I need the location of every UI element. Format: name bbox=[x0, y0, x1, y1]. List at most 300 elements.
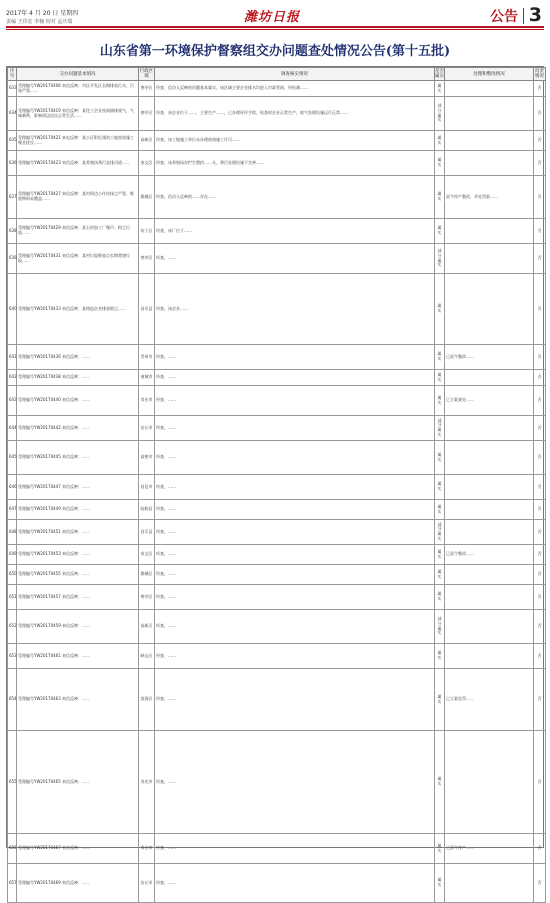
row-finding-cell bbox=[155, 219, 435, 244]
row-district-cell bbox=[139, 244, 155, 274]
row-finding: 经查，信访人反映的……存在…… bbox=[156, 193, 216, 199]
table-row bbox=[8, 644, 546, 669]
row-finding-cell bbox=[155, 669, 435, 731]
row-verified: 属实 bbox=[437, 591, 442, 601]
row-number: 650 bbox=[9, 571, 17, 577]
row-handling-cell bbox=[445, 386, 534, 416]
row-problem-cell bbox=[17, 219, 139, 244]
row-number: 642 bbox=[9, 374, 17, 380]
row-district: 潍城区 bbox=[140, 571, 153, 577]
row-district: 高新区 bbox=[140, 137, 153, 143]
col-header-district: 行政区域 bbox=[139, 69, 154, 79]
row-verified: 属实 bbox=[437, 568, 442, 579]
row-number-cell bbox=[8, 416, 17, 441]
row-district: 坊子区 bbox=[140, 227, 153, 233]
row-handling-cell bbox=[445, 244, 534, 274]
row-finding-cell bbox=[155, 545, 435, 565]
table-row bbox=[8, 131, 546, 151]
table-row bbox=[8, 97, 546, 131]
row-district-cell bbox=[139, 610, 155, 644]
row-number: 638 bbox=[9, 227, 17, 233]
col-header-accountability: 问责情况 bbox=[535, 69, 544, 79]
row-handling-cell bbox=[445, 345, 534, 370]
row-accountability: 否 bbox=[537, 353, 542, 359]
row-accountability: 否 bbox=[537, 551, 542, 557]
row-verified-cell bbox=[435, 864, 445, 903]
row-problem: 受理编号YW20170459 来信反映：…… bbox=[18, 623, 91, 629]
table-row bbox=[8, 370, 546, 386]
row-problem: 受理编号YW20170467 来信反映：…… bbox=[18, 845, 91, 851]
row-finding-cell bbox=[155, 151, 435, 176]
row-district-cell bbox=[139, 81, 155, 97]
row-problem-cell bbox=[17, 441, 139, 475]
row-finding: 经查，…… bbox=[156, 397, 176, 403]
row-verified-cell bbox=[435, 565, 445, 585]
row-finding: 经查，…… bbox=[156, 483, 176, 489]
row-verified: 部分属实 bbox=[437, 103, 442, 123]
table-row bbox=[8, 731, 546, 834]
row-problem: 受理编号YW20170436 来信反映：…… bbox=[18, 353, 91, 359]
row-verified: 属实 bbox=[437, 481, 442, 491]
row-number-cell bbox=[8, 386, 17, 416]
row-verified: 属实 bbox=[437, 842, 442, 853]
table-row bbox=[8, 610, 546, 644]
row-district: 峡山区 bbox=[140, 652, 153, 658]
row-accountability-cell bbox=[534, 864, 546, 903]
editors-line: 责编 王伟宏 李楠 校对 孟庆瑞 bbox=[6, 19, 73, 25]
row-district: 寒亭区 bbox=[140, 593, 153, 599]
row-number-cell bbox=[8, 545, 17, 565]
row-accountability: 否 bbox=[537, 227, 542, 233]
row-verified-cell bbox=[435, 834, 445, 864]
row-finding: 经查，该工地施工单位未办理夜间施工许可…… bbox=[156, 137, 240, 143]
row-verified-cell bbox=[435, 97, 445, 131]
row-accountability-cell bbox=[534, 565, 546, 585]
row-number-cell bbox=[8, 131, 17, 151]
row-verified-cell bbox=[435, 731, 445, 834]
row-finding-cell bbox=[155, 731, 435, 834]
row-verified: 属实 bbox=[437, 303, 442, 313]
row-number: 640 bbox=[9, 305, 17, 311]
row-number: 653 bbox=[9, 652, 17, 658]
row-district: 滨海区 bbox=[140, 696, 153, 702]
row-handling-cell bbox=[445, 864, 534, 903]
row-verified: 属实 bbox=[437, 225, 442, 235]
row-finding-cell bbox=[155, 610, 435, 644]
row-district-cell bbox=[139, 131, 155, 151]
row-accountability-cell bbox=[534, 610, 546, 644]
row-district-cell bbox=[139, 669, 155, 731]
row-accountability-cell bbox=[534, 131, 546, 151]
row-problem-cell bbox=[17, 644, 139, 669]
row-verified-cell bbox=[435, 345, 445, 370]
row-district-cell bbox=[139, 520, 155, 545]
row-number: 649 bbox=[9, 551, 17, 557]
row-verified: 部分属实 bbox=[437, 417, 442, 437]
row-finding: 经查，…… bbox=[156, 623, 176, 629]
row-number: 634 bbox=[9, 110, 17, 116]
row-finding: 经查，该养殖场存栏生猪约……头，粪污处理设施不完善…… bbox=[156, 159, 264, 165]
row-problem: 受理编号YW20170419 来信反映：某化工企业夜间偷排废气，气味刺鼻，影响周边居民正常生活…… bbox=[18, 107, 135, 118]
row-problem-cell bbox=[17, 386, 139, 416]
row-number-cell bbox=[8, 274, 17, 345]
row-district-cell bbox=[139, 370, 155, 386]
col-header-handling: 处理和整改情况 bbox=[445, 68, 534, 81]
row-district-cell bbox=[139, 545, 155, 565]
row-district: 昌乐县 bbox=[140, 305, 153, 311]
row-accountability: 否 bbox=[537, 652, 542, 658]
masthead-divider bbox=[523, 8, 524, 24]
row-number: 655 bbox=[9, 778, 17, 784]
row-district: 安丘市 bbox=[140, 879, 153, 885]
row-problem: 受理编号YW20170451 来信反映：…… bbox=[18, 528, 91, 534]
row-accountability-cell bbox=[534, 545, 546, 565]
row-accountability: 否 bbox=[537, 483, 542, 489]
row-problem: 受理编号YW20170453 来信反映：…… bbox=[18, 551, 91, 557]
row-handling-cell bbox=[445, 834, 534, 864]
row-handling-cell bbox=[445, 151, 534, 176]
row-district: 安丘市 bbox=[140, 424, 153, 430]
row-district-cell bbox=[139, 500, 155, 520]
row-number-cell bbox=[8, 585, 17, 610]
row-handling: 已立案查处…… bbox=[446, 397, 474, 403]
row-finding: 经查，该企业…… bbox=[156, 305, 188, 311]
row-district-cell bbox=[139, 345, 155, 370]
table-row bbox=[8, 416, 546, 441]
row-district: 寿光市 bbox=[140, 778, 153, 784]
row-handling-cell bbox=[445, 520, 534, 545]
masthead bbox=[6, 6, 544, 38]
row-problem-cell bbox=[17, 565, 139, 585]
row-accountability: 否 bbox=[537, 255, 542, 261]
row-accountability-cell bbox=[534, 274, 546, 345]
table-row bbox=[8, 386, 546, 416]
row-number-cell bbox=[8, 441, 17, 475]
row-problem: 受理编号YW20170449 来信反映：…… bbox=[18, 506, 91, 512]
row-district: 诸城市 bbox=[140, 374, 153, 380]
row-finding-cell bbox=[155, 864, 435, 903]
col-header-finding: 调查核实情况 bbox=[155, 68, 435, 81]
row-number-cell bbox=[8, 520, 17, 545]
row-verified: 属实 bbox=[437, 157, 442, 167]
cases-table bbox=[7, 67, 546, 903]
row-finding: 经查，…… bbox=[156, 353, 176, 359]
row-accountability-cell bbox=[534, 81, 546, 97]
row-district: 高新区 bbox=[140, 623, 153, 629]
row-number-cell bbox=[8, 219, 17, 244]
row-finding-cell bbox=[155, 81, 435, 97]
row-handling: 责令停产整改，并处罚款…… bbox=[446, 193, 498, 199]
row-number: 639 bbox=[9, 255, 17, 261]
col-header-verified: 是否属实 bbox=[435, 69, 444, 79]
row-district-cell bbox=[139, 644, 155, 669]
row-accountability-cell bbox=[534, 585, 546, 610]
row-problem: 受理编号YW20170455 来信反映：…… bbox=[18, 571, 91, 577]
page-number: 3 bbox=[528, 4, 542, 26]
row-accountability-cell bbox=[534, 386, 546, 416]
row-finding: 经查，该企业位于……，主要生产……，已办理环评手续。检查时企业正常生产，废气处理设施运行正常…… bbox=[156, 110, 348, 116]
row-verified: 属实 bbox=[437, 776, 442, 786]
table-row bbox=[8, 81, 546, 97]
row-accountability-cell bbox=[534, 244, 546, 274]
row-problem-cell bbox=[17, 545, 139, 565]
row-problem: 受理编号YW20170429 来信反映：某石材加工厂噪声、粉尘污染…… bbox=[18, 225, 131, 235]
row-finding-cell bbox=[155, 244, 435, 274]
table-row bbox=[8, 244, 546, 274]
row-handling-cell bbox=[445, 669, 534, 731]
row-finding: 经查，…… bbox=[156, 571, 176, 577]
row-finding-cell bbox=[155, 370, 435, 386]
row-number-cell bbox=[8, 644, 17, 669]
row-accountability: 否 bbox=[537, 778, 542, 784]
table-row bbox=[8, 834, 546, 864]
row-finding-cell bbox=[155, 131, 435, 151]
row-problem: 受理编号YW20170433 来信反映：某铸造企业排放烟尘…… bbox=[18, 305, 127, 311]
cases-table-container bbox=[6, 66, 544, 887]
row-number: 646 bbox=[9, 483, 17, 489]
row-problem: 受理编号YW20170440 来信反映：…… bbox=[18, 397, 91, 403]
row-problem: 受理编号YW20170423 来信反映：某养殖场粪污直排河道…… bbox=[18, 159, 131, 165]
row-number: 644 bbox=[9, 424, 17, 430]
row-number: 633 bbox=[9, 85, 17, 91]
row-handling-cell bbox=[445, 370, 534, 386]
row-number: 654 bbox=[9, 696, 17, 702]
issue-date: 2017年 4 月 20 日 星期四 bbox=[6, 10, 79, 17]
row-problem: 受理编号YW20170463 来信反映：…… bbox=[18, 696, 91, 702]
row-accountability-cell bbox=[534, 834, 546, 864]
row-verified-cell bbox=[435, 244, 445, 274]
row-finding: 经查，…… bbox=[156, 593, 176, 599]
row-accountability-cell bbox=[534, 520, 546, 545]
row-district-cell bbox=[139, 834, 155, 864]
row-accountability: 否 bbox=[537, 454, 542, 460]
row-verified-cell bbox=[435, 475, 445, 500]
row-finding: 经查，…… bbox=[156, 506, 176, 512]
row-district-cell bbox=[139, 386, 155, 416]
row-verified-cell bbox=[435, 219, 445, 244]
row-finding: 经查，该厂位于…… bbox=[156, 227, 192, 233]
row-accountability: 否 bbox=[537, 193, 542, 199]
row-problem-cell bbox=[17, 864, 139, 903]
table-row bbox=[8, 475, 546, 500]
table-header-row bbox=[8, 68, 546, 81]
row-problem-cell bbox=[17, 585, 139, 610]
row-accountability: 否 bbox=[537, 110, 542, 116]
section-name: 公告 bbox=[490, 9, 518, 25]
row-problem-cell bbox=[17, 731, 139, 834]
row-number-cell bbox=[8, 151, 17, 176]
row-verified: 属实 bbox=[437, 693, 442, 704]
table-row bbox=[8, 864, 546, 903]
row-handling: 已责令整改…… bbox=[446, 551, 474, 557]
row-accountability-cell bbox=[534, 151, 546, 176]
row-problem-cell bbox=[17, 176, 139, 219]
row-number-cell bbox=[8, 731, 17, 834]
row-verified-cell bbox=[435, 81, 445, 97]
row-handling-cell bbox=[445, 274, 534, 345]
row-accountability: 否 bbox=[537, 696, 542, 702]
row-handling-cell bbox=[445, 545, 534, 565]
row-finding: 经查，…… bbox=[156, 845, 176, 851]
row-number: 651 bbox=[9, 593, 17, 599]
col-header-no: 序号 bbox=[8, 68, 17, 81]
row-district-cell bbox=[139, 416, 155, 441]
row-accountability-cell bbox=[534, 669, 546, 731]
row-problem: 受理编号YW20170465 来信反映：…… bbox=[18, 778, 91, 784]
row-finding: 经查，…… bbox=[156, 454, 176, 460]
row-verified-cell bbox=[435, 585, 445, 610]
row-verified-cell bbox=[435, 386, 445, 416]
row-number-cell bbox=[8, 565, 17, 585]
row-accountability-cell bbox=[534, 731, 546, 834]
row-verified: 属实 bbox=[437, 394, 442, 405]
row-finding: 经查，…… bbox=[156, 528, 176, 534]
row-handling-cell bbox=[445, 131, 534, 151]
row-verified: 部分属实 bbox=[437, 521, 442, 541]
row-district-cell bbox=[139, 475, 155, 500]
row-handling-cell bbox=[445, 585, 534, 610]
row-number-cell bbox=[8, 176, 17, 219]
table-row bbox=[8, 545, 546, 565]
row-district-cell bbox=[139, 97, 155, 131]
row-finding-cell bbox=[155, 644, 435, 669]
row-district: 寒亭区 bbox=[140, 85, 153, 91]
row-verified: 属实 bbox=[437, 134, 442, 145]
row-finding: 经查，…… bbox=[156, 778, 176, 784]
row-district: 寒亭区 bbox=[140, 110, 153, 116]
row-number-cell bbox=[8, 864, 17, 903]
row-problem: 受理编号YW20170421 来电反映：某小区附近建筑工地夜间施工噪音扰民…… bbox=[18, 134, 135, 145]
row-verified: 属实 bbox=[437, 191, 442, 201]
row-verified-cell bbox=[435, 441, 445, 475]
row-number: 645 bbox=[9, 454, 17, 460]
row-number: 643 bbox=[9, 397, 17, 403]
row-number: 647 bbox=[9, 506, 17, 512]
row-number: 648 bbox=[9, 528, 17, 534]
row-finding: 经查，…… bbox=[156, 879, 176, 885]
row-finding-cell bbox=[155, 565, 435, 585]
row-district-cell bbox=[139, 731, 155, 834]
row-handling-cell bbox=[445, 219, 534, 244]
row-finding-cell bbox=[155, 345, 435, 370]
row-finding: 经查，…… bbox=[156, 551, 176, 557]
row-problem: 受理编号YW20170445 来信反映：…… bbox=[18, 454, 91, 460]
row-handling-cell bbox=[445, 81, 534, 97]
row-handling-cell bbox=[445, 644, 534, 669]
row-accountability-cell bbox=[534, 219, 546, 244]
row-handling-cell bbox=[445, 475, 534, 500]
row-accountability: 否 bbox=[537, 528, 542, 534]
row-verified-cell bbox=[435, 520, 445, 545]
row-accountability-cell bbox=[534, 345, 546, 370]
row-handling-cell bbox=[445, 565, 534, 585]
row-accountability: 否 bbox=[537, 397, 542, 403]
row-handling-cell bbox=[445, 500, 534, 520]
row-verified-cell bbox=[435, 274, 445, 345]
table-row bbox=[8, 565, 546, 585]
row-finding: 经查，…… bbox=[156, 696, 176, 702]
row-problem: 受理编号YW20170469 来信反映：…… bbox=[18, 879, 91, 885]
row-district: 昌邑市 bbox=[140, 483, 153, 489]
row-finding-cell bbox=[155, 416, 435, 441]
row-finding-cell bbox=[155, 520, 435, 545]
row-accountability: 否 bbox=[537, 879, 542, 885]
row-problem: 受理编号YW20170438 来信反映：…… bbox=[18, 374, 91, 380]
row-finding-cell bbox=[155, 475, 435, 500]
row-problem-cell bbox=[17, 500, 139, 520]
row-problem: 受理编号YW20170457 来信反映：…… bbox=[18, 593, 91, 599]
row-problem: 受理编号YW20170447 来信反映：…… bbox=[18, 483, 91, 489]
row-finding-cell bbox=[155, 97, 435, 131]
row-accountability: 否 bbox=[537, 623, 542, 629]
row-verified: 属实 bbox=[437, 451, 442, 462]
row-district: 奎文区 bbox=[140, 159, 153, 165]
row-number: 656 bbox=[9, 845, 17, 851]
row-accountability-cell bbox=[534, 176, 546, 219]
row-verified-cell bbox=[435, 644, 445, 669]
row-verified-cell bbox=[435, 500, 445, 520]
row-number-cell bbox=[8, 81, 17, 97]
row-district: 奎文区 bbox=[140, 551, 153, 557]
row-problem-cell bbox=[17, 151, 139, 176]
row-district-cell bbox=[139, 565, 155, 585]
row-accountability: 否 bbox=[537, 424, 542, 430]
row-finding: 经查，…… bbox=[156, 374, 176, 380]
row-problem-cell bbox=[17, 345, 139, 370]
row-accountability-cell bbox=[534, 500, 546, 520]
row-verified-cell bbox=[435, 131, 445, 151]
row-handling: 已责令整改…… bbox=[446, 353, 474, 359]
row-verified-cell bbox=[435, 416, 445, 441]
row-handling-cell bbox=[445, 176, 534, 219]
header-rule bbox=[6, 26, 544, 28]
row-verified-cell bbox=[435, 176, 445, 219]
row-finding: 经查，…… bbox=[156, 424, 176, 430]
row-handling-cell bbox=[445, 610, 534, 644]
row-problem-cell bbox=[17, 274, 139, 345]
row-district: 青州市 bbox=[140, 353, 153, 359]
row-accountability-cell bbox=[534, 475, 546, 500]
announcement-title: 山东省第一环境保护督察组交办问题查处情况公告(第十五批) bbox=[99, 44, 451, 59]
row-accountability-cell bbox=[534, 370, 546, 386]
row-number: 657 bbox=[9, 879, 17, 885]
row-handling-cell bbox=[445, 416, 534, 441]
row-number: 641 bbox=[9, 353, 17, 359]
table-row bbox=[8, 151, 546, 176]
row-problem-cell bbox=[17, 131, 139, 151]
row-problem: 受理编号YW20170442 来信反映：…… bbox=[18, 424, 91, 430]
row-verified: 部分属实 bbox=[437, 248, 442, 268]
header-rule-thin bbox=[6, 29, 544, 30]
row-verified: 属实 bbox=[437, 548, 442, 559]
row-accountability: 否 bbox=[537, 506, 542, 512]
row-district-cell bbox=[139, 176, 155, 219]
row-finding-cell bbox=[155, 585, 435, 610]
row-problem: 受理编号YW20170431 来信反映：某村垃圾堆放点长期焚烧垃圾…… bbox=[18, 252, 131, 263]
row-handling: 已责令停产…… bbox=[446, 845, 474, 851]
table-row bbox=[8, 176, 546, 219]
row-district: 寒亭区 bbox=[140, 255, 153, 261]
row-accountability: 否 bbox=[537, 137, 542, 143]
row-verified: 属实 bbox=[437, 503, 442, 514]
row-district: 昌乐县 bbox=[140, 528, 153, 534]
row-verified: 属实 bbox=[437, 82, 442, 93]
row-number-cell bbox=[8, 669, 17, 731]
row-problem: 受理编号YW20170427 来信反映：某村周边小作坊扬尘严重，堆放物料未覆盖…… bbox=[18, 191, 135, 201]
row-verified: 属实 bbox=[437, 371, 442, 382]
row-district: 寿光市 bbox=[140, 845, 153, 851]
table-row bbox=[8, 585, 546, 610]
